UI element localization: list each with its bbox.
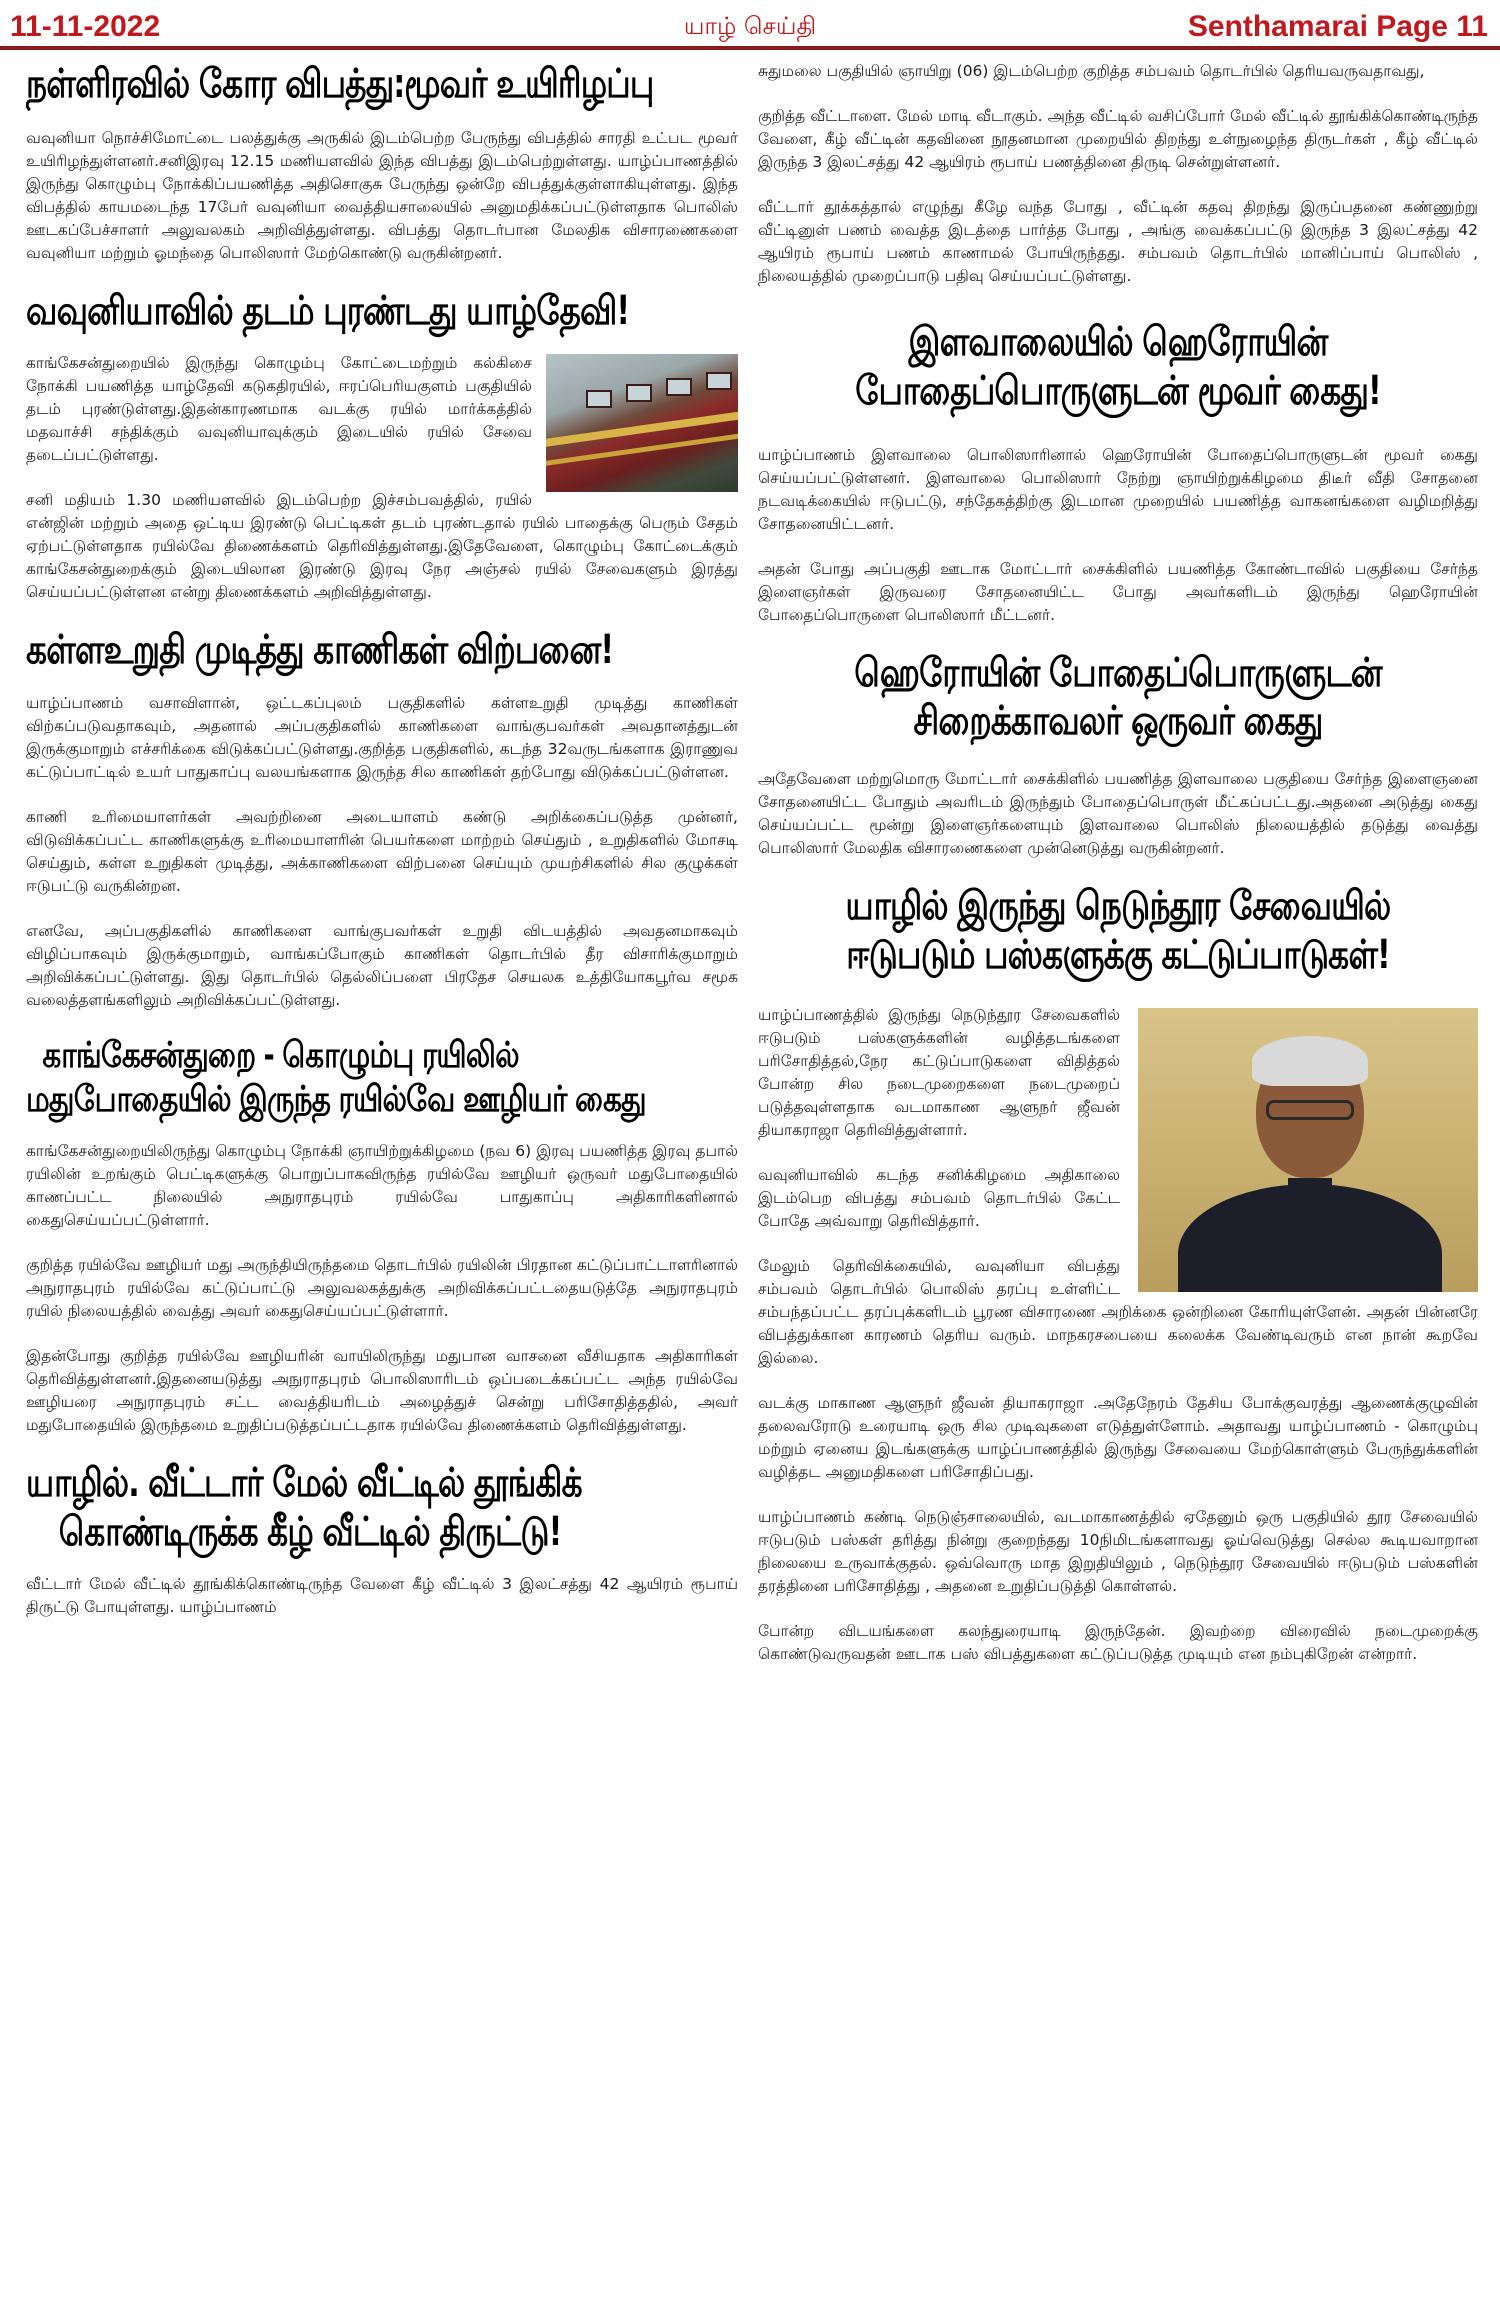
page-header	[0, 0, 1500, 50]
issue-date: 11-11-2022	[10, 10, 161, 43]
story-accident	[26, 60, 738, 265]
story-land-fraud	[26, 626, 738, 1013]
story-burglary-cont-p2: குறித்த வீட்டாளை. மேல் மாடி வீடாகும். அந்த வீட்டில் வசிப்போர் மேல் வீட்டில் தூங்கிக்கொண்டிருந்த வேளை, கீழ் வீட்டின் கதவினை நூதனமான முறையில் திறந்து உள்நுழைந்த திருடர்கள் , கீழ் வீட்டில் இருந்த 3 இலட்சத்து 42 ஆயிரம் ரூபாய் பணத்தினை திருடி சென்றுள்ளனர்.	[758, 107, 1478, 171]
headline-bus-line1: யாழில் இருந்து நெடுந்தூர சேவையில்	[845, 883, 1391, 930]
story-land-fraud-p2: காணி உரிமையாளர்கள் அவற்றினை அடையாளம் கண்டு அறிக்கைப்படுத்த முன்னர், விடுவிக்கப்பட்ட காணிகளுக்கு உரிமையாளரின் பெயர்களை மாற்றம் செய்தும் , உறுதிகளில் மோசடி செய்தும், கள்ள உறுதிகள் முடித்து, அக்காணிகளை விற்பனை செய்யும் முயற்சிகளில் சில குழுக்கள் ஈடுபட்டு வருகின்றன.	[26, 808, 738, 896]
paper-name: யாழ் செய்தி	[683, 12, 817, 40]
derailed-train-photo	[546, 354, 738, 492]
headline-bus-restrictions	[823, 882, 1413, 980]
headline-burglary-line2: கொண்டிருக்க கீழ் வீட்டில் திருட்டு!	[58, 1509, 562, 1555]
story-heroin-p1: யாழ்ப்பாணம் இளவாலை பொலிஸாரினால் ஹெரோயின் போதைப்பொருளுடன் மூவர் கைது செய்யப்பட்டுள்ளனர். இளவாலை பொலிஸார் நேற்று ஞாயிற்றுக்கிழமை திடீர் வீதி சோதனை நடவடிக்கையில் ஈடுபட்டு, சந்தேகத்திற்கு இடமான முறையில் பயணித்த வாகனங்களை வழிமறித்து சோதனையிட்டனர்.	[758, 445, 1478, 533]
headline-land-fraud: கள்ளஉறுதி முடித்து காணிகள் விற்பனை!	[26, 626, 614, 673]
page-label: Senthamarai Page 11	[1187, 10, 1488, 43]
left-column	[26, 60, 738, 2310]
story-burglary-cont-p1: சுதுமலை பகுதியில் ஞாயிறு (06) இடம்பெற்ற குறித்த சம்பவம் தொடர்பில் தெரியவருவதாவது,	[758, 62, 1425, 80]
headline-accident: நள்ளிரவில் கோர விபத்து:மூவர் உயிரிழப்பு	[26, 61, 654, 107]
headline-bus-line2: ஈடுபடும் பஸ்களுக்கு கட்டுப்பாடுகள்!	[846, 931, 1390, 978]
story-prison-p1: அதேவேளை மற்றுமொரு மோட்டார் சைக்கிளில் பயணித்த இளவாலை பகுதியை சேர்ந்த இளைஞனை சோதனையிட்ட போதும் அவரிடம் இருந்தும் போதைப்பொருள் மீட்கப்பட்டது.அதனை அடுத்து கைது செய்யப்பட்ட மூன்று இளைஞர்களையும் இளவாலை பொலிஸ் நிலையத்தில் தடுத்து வைத்து பொலிஸார் மேலதிக விசாரணைகளை முன்னெடுத்து வருகின்றனர்.	[758, 770, 1478, 858]
story-bus-p1: யாழ்ப்பாணத்தில் இருந்து நெடுந்தூர சேவைகளில் ஈடுபடும் பஸ்களுக்களின் வழித்தடங்களை பரிசோதித்தல்,நேர கட்டுப்பாடுகளை விதித்தல் போன்ற சில நடைமுறைகளை நடைமுறைப் படுத்தவுள்ளதாக வடமாகாண ஆளுநர் ஜீவன் தியாகராஜா தெரிவித்துள்ளார்.	[758, 1005, 1120, 1139]
headline-railway-line1: காங்கேசன்துறை - கொழும்பு ரயிலில்	[42, 1035, 519, 1077]
story-derailment-p1: காங்கேசன்துறையில் இருந்து கொழும்பு கோட்டைமற்றும் கல்கிசை நோக்கி பயணித்த யாழ்தேவி கடுகதிரயில், ஈரப்பெரியகுளம் பகுதியில் தடம் புரண்டுள்ளது.இதன்காரணமாக வடக்கு ரயில் மார்க்கத்தில் மதவாச்சி சந்திக்கும் வவுனியாவுக்கும் இடையில் ரயில் சேவை தடைப்பட்டுள்ளது.	[26, 353, 532, 464]
headline-prison-line1: ஹெரோயின் போதைப்பொருளுடன்	[854, 649, 1382, 696]
story-bus-p2: வவுனியாவில் கடந்த சனிக்கிழமை அதிகாலை இடம்பெற விபத்து சம்பவம் தொடர்பில் கேட்ட போதே அவ்வாறு தெரிவித்தார்.	[758, 1165, 1120, 1230]
story-derailment	[26, 287, 738, 604]
story-railway-p3: இதன்போது குறித்த ரயில்வே ஊழியரின் வாயிலிருந்து மதுபான வாசனை வீசியதாக அதிகாரிகள் தெரிவித்துள்ளனர்.இதனையடுத்து அநுராதபுரம் பொலிஸாரிடம் ஒப்படைக்கப்பட்ட அந்த ரயில்வே ஊழியரை அநுராதபுரம் சட்ட வைத்தியரிடம் அழைத்துச் சென்று பரிசோதித்ததில், அவர் மதுபோதையில் இருந்தமை உறுதிப்படுத்தப்பட்டதாக ரயில்வே திணைக்களம் தெரிவித்துள்ளது.	[26, 1347, 738, 1435]
headline-heroin-arrest	[823, 318, 1413, 416]
headline-burglary	[26, 1459, 610, 1557]
headline-prison-line2: சிறைக்காவலர் ஒருவர் கைது	[913, 698, 1323, 745]
story-prison-guard	[758, 649, 1478, 861]
headline-prison-guard	[823, 649, 1413, 747]
story-burglary-continued	[758, 60, 1478, 288]
right-column	[758, 60, 1478, 2310]
story-heroin-p2: அதன் போது அப்பகுதி ஊடாக மோட்டார் சைக்கிளில் பயணித்த கோண்டாவில் பகுதியை சேர்ந்த இளைஞர்கள் இருவரை சோதனையிட்ட போது அவர்களிடம் இருந்து ஹெரோயின் போதைப்பொருளை பொலிஸார் மீட்டனர்.	[758, 559, 1478, 624]
story-burglary-p1: வீட்டார் மேல் வீட்டில் தூங்கிக்கொண்டிருந்த வேளை கீழ் வீட்டில் 3 இலட்சத்து 42 ஆயிரம் ரூபாய் திருட்டு போயுள்ளது. யாழ்ப்பாணம்	[26, 1574, 738, 1616]
story-land-fraud-p1: யாழ்ப்பாணம் வசாவிளான், ஒட்டகப்புலம் பகுதிகளில் கள்ளஉறுதி முடித்து காணிகள் விற்கப்படுவதாகவும், அதனால் அப்பகுதிகளில் காணிகளை வாங்குபவர்கள் அவதானத்துடன் இருக்குமாறும் எச்சரிக்கை விடுக்கப்பட்டுள்ளது.குறித்த பகுதிகளில், கடந்த 32வருடங்களாக இராணுவ கட்டுப்பாட்டில் உயர் பாதுகாப்பு வலயங்களாக இருந்த சில காணிகள் தற்போது விடுக்கப்பட்டுள்ளன.	[26, 694, 738, 782]
story-bus-p4: வடக்கு மாகாண ஆளுநர் ஜீவன் தியாகராஜா .அதேநேரம் தேசிய போக்குவரத்து ஆணைக்குழுவின் தலைவரோடு உரையாடி ஒரு சில முடிவுகளை எடுத்துள்ளோம். அதாவது யாழ்ப்பாணம் - கொழும்பு மற்றும் ஏனைய இடங்களுக்கு யாழ்ப்பாணத்தில் இருந்து சேவையை மேற்கொள்ளும் பேருந்துக்களின் வழித்தட அனுமதிகளை பரிசோதிப்பது.	[758, 1393, 1478, 1481]
headline-heroin-line1: இளவாலையில் ஹெரோயின்	[908, 319, 1328, 365]
story-bus-p6: போன்ற விடயங்களை கலந்துரையாடி இருந்தேன். இவற்றை விரைவில் நடைமுறைக்கு கொண்டுவருவதன் ஊடாக பஸ் விபத்துகளை கட்டுப்படுத்த முடியும் என நம்புகிறேன் என்றார்.	[758, 1621, 1478, 1663]
story-railway-employee	[26, 1034, 738, 1437]
headline-burglary-line1: யாழில். வீட்டார் மேல் வீட்டில் தூங்கிக்	[26, 1460, 582, 1507]
story-bus-p3: மேலும் தெரிவிக்கையில், வவுனியா விபத்து சம்பவம் தொடர்பில் பொலிஸ் தரப்பு உள்ளிட்ட சம்பந்தப்பட்ட தரப்புக்களிடம் பூரண விசாரணை அறிக்கை ஒன்றினை கோரியுள்ளேன். அதன் பின்னரே விபத்துக்கான காரணம் தெரிய வரும். மாநகரசபையை கலைக்க வேண்டிவரும் என நான் கூறவே இல்லை.	[758, 1256, 1478, 1367]
headline-derailment: வவுனியாவில் தடம் புரண்டது யாழ்தேவி!	[26, 287, 630, 334]
story-accident-p1: வவுனியா நொச்சிமோட்டை பலத்துக்கு அருகில் இடம்பெற்ற பேருந்து விபத்தில் சாரதி உட்பட மூவர் உயிரிழந்துள்ளனர்.சனிஇரவு 12.15 மணியளவில் இந்த விபத்து இடம்பெற்றுள்ளது. யாழ்ப்பாணத்தில் இருந்து கொழும்பு நோக்கிப்பயணித்த அதிசொகுசு பேருந்து ஒன்றே விபத்துக்குள்ளாகியுள்ளது. இந்த விபத்தில் காயமடைந்த 17பேர் வவுனியா வைத்தியசாலையில் அனுமதிக்கப்பட்டுள்ளதாக பொலிஸ் ஊடகப்பேச்சாளர் அலுவலகம் அறிவித்துள்ளது. விபத்து தொடர்பான மேலதிக விசாரணைகளை வவுனியா மற்றும் ஓமந்தை பொலிஸார் மேற்கொண்டு வருகின்றனர்.	[26, 128, 738, 262]
story-heroin-arrest	[758, 318, 1478, 627]
story-bus-restrictions	[758, 882, 1478, 1666]
governor-portrait-photo	[1138, 1008, 1478, 1292]
story-railway-p2: குறித்த ரயில்வே ஊழியர் மது அருந்தியிருந்தமை தொடர்பில் ரயிலின் பிரதான கட்டுப்பாட்டாளரினால் அநுராதபுரம் ரயில்வே கட்டுப்பாட்டு அலுவலகத்துக்கு அறிவிக்கப்பட்டதையடுத்தே அநுராதபுரம் ரயில் நிலையத்தில் வைத்து அவர் கைதுசெய்யப்பட்டுள்ளார்.	[26, 1256, 738, 1321]
story-burglary-cont-p3: வீட்டார் தூக்கத்தால் எழுந்து கீழே வந்த போது , வீட்டின் கதவு திறந்து இருப்பதனை கண்ணுற்று வீட்டினுள் பணம் வைத்த இடத்தை பார்த்த போது , அங்கு வைக்கப்பட்டு இருந்த 3 இலட்சத்து 42 ஆயிரம் ரூபாய் பணம் காணாமல் போயிருந்தது. சம்பவம் தொடர்பில் மானிப்பாய் பொலிஸ் , நிலையத்தில் முறைப்பாடு பதிவு செய்யப்பட்டுள்ளது.	[758, 198, 1478, 285]
headline-heroin-line2: போதைப்பொருளுடன் மூவர் கைது!	[855, 367, 1381, 414]
story-burglary	[26, 1459, 738, 1619]
story-railway-p1: காங்கேசன்துறையிலிருந்து கொழும்பு நோக்கி ஞாயிற்றுக்கிழமை (நவ 6) இரவு பயணித்த இரவு தபால் ரயிலின் உறங்கும் பெட்டிகளுக்கு பொறுப்பாகவிருந்த ரயில்வே ஊழியர் ஒருவர் மதுபோதையில் காணப்பட்ட நிலையில் அநுராதபுரம் ரயில்வே பாதுகாப்பு அதிகாரிகளினால் கைதுசெய்யப்பட்டுள்ளார்.	[26, 1142, 738, 1230]
story-bus-p5: யாழ்ப்பாணம் கண்டி நெடுஞ்சாலையில், வடமாகாணத்தில் ஏதேனும் ஒரு பகுதியில் தூர சேவையில் ஈடுபடும் பஸ்கள் தரித்து நின்று குறைந்தது 10நிமிடங்களாவது ஓய்வெடுத்து செல்ல கூடியவாறான நிலையை உருவாக்குதல். ஒவ்வொரு மாத இறுதியிலும் , நெடுந்தூர சேவையில் ஈடுபடும் பஸ்களின் தரத்தினை பரிசோதித்து , அதனை உறுதிப்படுத்தி கொள்ளல்.	[758, 1507, 1478, 1595]
story-derailment-p2: சனி மதியம் 1.30 மணியளவில் இடம்பெற்ற இச்சம்பவத்தில், ரயில் என்ஜின் மற்றும் அதை ஒட்டிய இரண்டு பெட்டிகள் தடம் புரண்டதால் ரயில் பாதைக்கு பெரும் சேதம் ஏற்பட்டுள்ளதாக ரயில்வே திணைக்களம் தெரிவித்துள்ளது.இதேவேளை, கொழும்பு கோட்டைக்கும் காங்கேசன்துறைக்கும் இடையிலான இரண்டு இரவு நேர அஞ்சல் ரயில் சேவைகளும் இரத்து செய்யப்பட்டுள்ளன என்று திணைக்களம் அறிவித்துள்ளது.	[26, 490, 738, 601]
headline-railway-line2: மதுபோதையில் இருந்த ரயில்வே ஊழியர் கைது	[26, 1079, 646, 1121]
headline-railway-employee	[26, 1034, 646, 1122]
story-land-fraud-p3: எனவே, அப்பகுதிகளில் காணிகளை வாங்குபவர்கள் உறுதி விடயத்தில் அவதனமாகவும் விழிப்பாகவும் இருக்குமாறும், வாங்கப்போகும் காணிகள் தொடர்பில் தீர விசாரிக்குமாறும் அறிவிக்கப்பட்டுள்ளது. இது தொடர்பில் தெல்லிப்பளை பிரதேச செயலக உத்தியோகபூர்வ சமூக வலைத்தளங்களிலும் அறிவிக்கப்பட்டுள்ளது.	[26, 922, 738, 1010]
